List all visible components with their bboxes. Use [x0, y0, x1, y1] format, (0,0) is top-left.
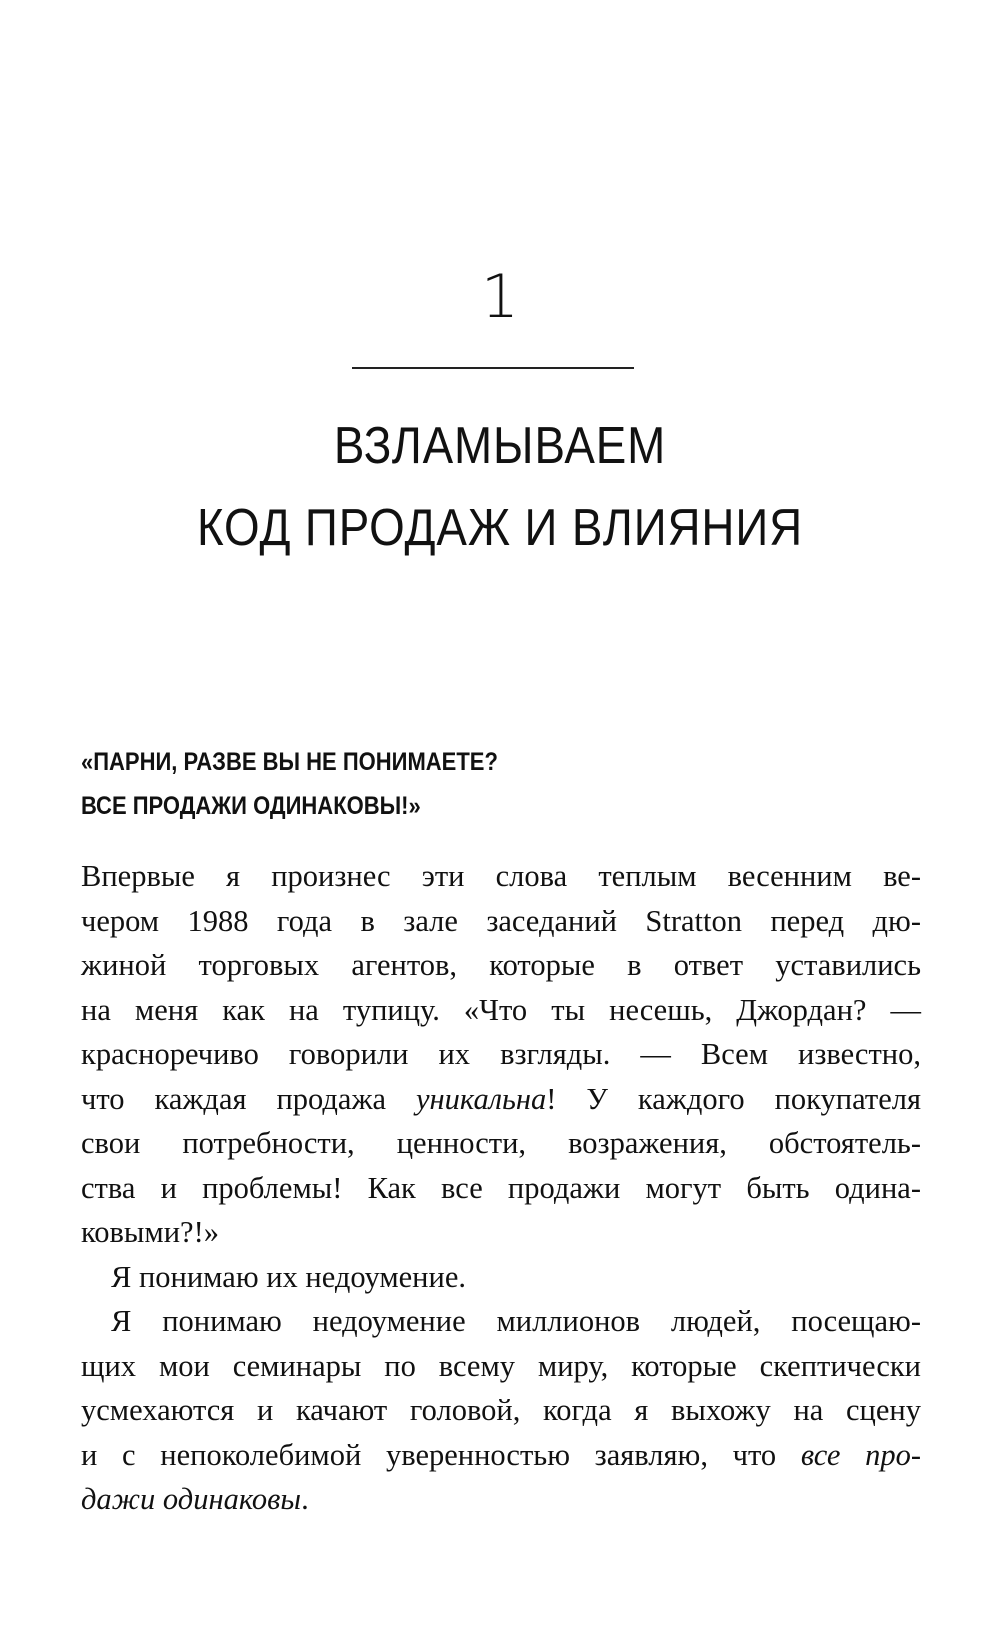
body-text: [81, 854, 921, 1522]
text-line: щих мои семинары по всему миру, которые скептически: [81, 1348, 921, 1383]
text-line: усмехаются и качают головой, когда я выхожу на сцену: [81, 1393, 921, 1427]
text-line: на меня как на тупицу. «Что ты несешь, Джордан? —: [81, 992, 921, 1027]
text-line: свои потребности, ценности, возражения, обстоятель-: [81, 1126, 921, 1160]
section-heading-line: «ПАРНИ, РАЗВЕ ВЫ НЕ ПОНИМАЕТЕ?: [81, 748, 498, 776]
chapter-title-line: КОД ПРОДАЖ И ВЛИЯНИЯ: [196, 499, 804, 557]
text-line: красноречиво говорили их взгляды. — Всем известно,: [81, 1037, 921, 1071]
chapter-divider: [352, 367, 634, 369]
text-line: и с непоколебимой уверенностью заявляю, что все про-: [81, 1437, 921, 1472]
chapter-number: 1: [480, 262, 520, 332]
text-line: что каждая продажа уникальна! У каждого покупателя: [81, 1081, 921, 1116]
section-heading: [81, 740, 498, 828]
text-line: ковыми?!»: [81, 1215, 219, 1249]
emphasis: дажи одинаковы: [81, 1482, 302, 1516]
text-line: чером 1988 года в зале заседаний Stratton перед дю-: [81, 903, 921, 938]
chapter-title-line: ВЗЛАМЫВАЕМ: [333, 417, 667, 475]
text-line: ства и проблемы! Как все продажи могут быть одина-: [81, 1170, 921, 1205]
emphasis: все про-: [800, 1437, 921, 1472]
section-heading-line: ВСЕ ПРОДАЖИ ОДИНАКОВЫ!»: [81, 792, 421, 820]
text-line: жиной торговых агентов, которые в ответ уставились: [81, 948, 921, 982]
text-line: Я понимаю их недоумение.: [111, 1259, 466, 1294]
text-line: Я понимаю недоумение миллионов людей, посещаю-: [111, 1304, 921, 1338]
chapter-title: [60, 405, 940, 569]
text-line: дажи одинаковы.: [81, 1482, 309, 1516]
emphasis: уникальна: [416, 1081, 547, 1116]
text-line: Впервые я произнес эти слова теплым весенним ве-: [81, 859, 921, 893]
